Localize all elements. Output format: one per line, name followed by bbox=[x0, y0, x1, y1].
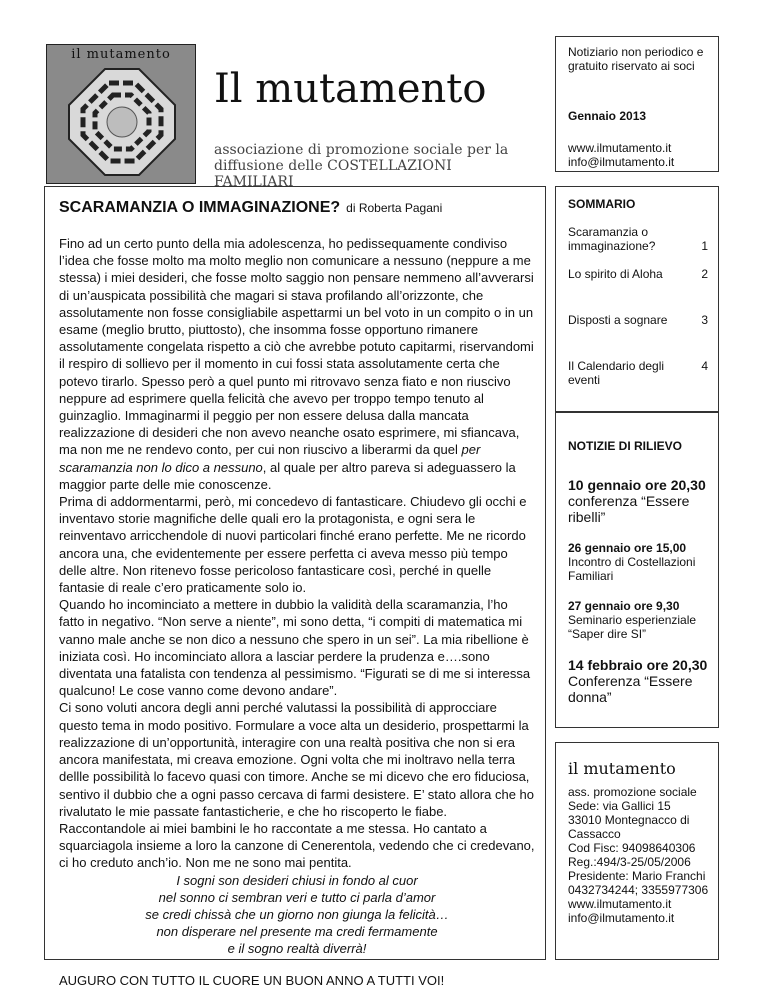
event-date: 27 gennaio ore 9,30 bbox=[568, 599, 680, 613]
contact-website[interactable]: www.ilmutamento.it bbox=[568, 897, 672, 911]
poem bbox=[59, 872, 535, 958]
toc-label: Scaramanzia o immaginazione? bbox=[568, 225, 656, 253]
article-box bbox=[44, 186, 546, 988]
poem-line: non disperare nel presente ma credi fermamente bbox=[156, 924, 438, 940]
event-item bbox=[568, 599, 716, 641]
sommario-box bbox=[555, 186, 719, 412]
contact-line: 0432734244; 3355977306 bbox=[568, 883, 709, 897]
page-title: Il mutamento bbox=[214, 66, 487, 112]
event-date: 10 gennaio ore 20,30 bbox=[568, 477, 706, 493]
contact-line: Presidente: Mario Franchi bbox=[568, 869, 706, 883]
event-desc: Conferenza “Essere donna” bbox=[568, 673, 693, 705]
notizie-heading: NOTIZIE DI RILIEVO bbox=[568, 439, 683, 453]
poem-line: nel sonno ci sembran veri e tutto ci parla d’amor bbox=[158, 889, 436, 905]
toc-item[interactable] bbox=[568, 225, 714, 253]
contact-line: Cassacco bbox=[568, 827, 621, 841]
contact-line: Cod Fisc: 94098640306 bbox=[568, 841, 696, 855]
subtitle-line-2: diffusione delle COSTELLAZIONI FAMILIARI bbox=[214, 158, 452, 190]
toc-page: 4 bbox=[701, 359, 708, 373]
toc-item[interactable] bbox=[568, 313, 714, 327]
contact-email[interactable]: info@ilmutamento.it bbox=[568, 911, 675, 925]
contact-lines bbox=[568, 785, 708, 925]
article-paragraph-4: Ci sono voluti ancora degli anni perché valutassi la possibilità di approcciare questo tema in modo positivo. Formulare a voce alta un desiderio, prospettarmi la realizzazione di un’opportunità, interagire con una realtà positiva che non si era ancora manifestata, mi creava emozione. Ogni volta che mi inoltravo nella terra dellle possibilità lo facevo quasi con timore. Anche se mi dicevo che ero fiduciosa, sentivo il dubbio che a ogni passo cercava di farmi desistere. E’ stato allora che ho rivalutato le mie passate fantasticherie, e che ho riscoperto le fiabe. Raccontandole ai miei bambini le ho raccontate a me stessa. Ho cantato a squarciagola insieme a loro la canzone di Cenerentola, vedendo che ci credevano, ci ho creduto anch’io. Non me ne sono mai pentita. bbox=[59, 700, 535, 871]
event-date: 14 febbraio ore 20,30 bbox=[568, 657, 708, 673]
info-line-1: Notiziario non periodico e bbox=[568, 45, 704, 59]
article-author: di Roberta Pagani bbox=[346, 201, 443, 215]
paragraph-text: Fino ad un certo punto della mia adolescenza, ho pedissequamente condiviso l’idea che fosse molto ma molto meglio non comunicare a nessuno (neppure a me stessa) i miei desideri, che fosse molto saggio non pensare nemmeno all’avverarsi di un’auspicata possibilità che magari si stava profilando all’orizzonte, che assolutamente non fosse consigliabile aspettarmi un bel voto in un compito o in un esame (meglio brutto, piuttosto), che insomma fosse opportuno rimanere assolutamente congelata rispetto a ciò che avrebbe potuto capitarmi, riservandomi il respiro di sollievo per il momento in cui fossi stata assolutamente certa che potevo tirarlo. Spesso però a quel punto mi ritrovavo senza fiato e non riuscivo neppure ad esprimere quella felicità che avevo per troppo tempo tenuto al guinzaglio. Immaginarmi il peggio per non essere delusa dalla mancata realizzazione di desideri che non avevo neanche osato esprimere, mi sfiancava, ma non me ne rendevo conto, per cui non riuscivo a liberarmi da quel bbox=[59, 236, 534, 458]
paragraph-text: , al quale per altro pareva si adeguassero la maggior parte delle mie conoscenze. bbox=[59, 459, 516, 492]
paragraph-italic: per scaramanzia non lo dico a nessuno bbox=[59, 442, 481, 475]
info-website: www.ilmutamento.it bbox=[568, 141, 672, 155]
contact-line: Reg.:494/3-25/05/2006 bbox=[568, 855, 691, 869]
subtitle-line-1: associazione di promozione sociale per la bbox=[214, 142, 509, 158]
event-desc: Incontro di Costellazioni Familiari bbox=[568, 555, 696, 583]
article-body bbox=[59, 235, 535, 989]
info-line-2: gratuito riservato ai soci bbox=[568, 59, 695, 73]
toc-label: Lo spirito di Aloha bbox=[568, 267, 663, 281]
contact-heading: il mutamento bbox=[568, 759, 676, 778]
contact-line: 33010 Montegnacco di bbox=[568, 813, 690, 827]
issue-date: Gennaio 2013 bbox=[568, 109, 647, 123]
contact-line: Sede: via Gallici 15 bbox=[568, 799, 671, 813]
bagua-icon bbox=[65, 65, 179, 179]
article-title-text: SCARAMANZIA O IMMAGINAZIONE? bbox=[59, 199, 341, 216]
info-box bbox=[555, 36, 719, 172]
sommario-heading: SOMMARIO bbox=[568, 197, 636, 211]
info-email: info@ilmutamento.it bbox=[568, 155, 675, 169]
poem-line: se credi chissà che un giorno non giunga la felicità… bbox=[145, 906, 449, 922]
contact-line: ass. promozione sociale bbox=[568, 785, 697, 799]
poem-line: I sogni son desideri chiusi in fondo al cuor bbox=[176, 872, 418, 888]
article-title bbox=[59, 199, 442, 217]
event-desc: conferenza “Essere ribelli” bbox=[568, 493, 690, 525]
contact-box bbox=[555, 742, 719, 960]
event-date: 26 gennaio ore 15,00 bbox=[568, 541, 687, 555]
event-item bbox=[568, 541, 716, 583]
toc-item[interactable] bbox=[568, 267, 714, 281]
page-subtitle bbox=[214, 142, 534, 190]
event-desc: Seminario esperienziale “Saper dire SI” bbox=[568, 613, 697, 641]
toc-page: 2 bbox=[701, 267, 708, 281]
notizie-box bbox=[555, 412, 719, 728]
poem-line: e il sogno realtà diverrà! bbox=[227, 941, 367, 957]
event-item bbox=[568, 657, 716, 705]
toc-page: 1 bbox=[701, 239, 708, 253]
article-paragraph-2: Prima di addormentarmi, però, mi concedevo di fantasticare. Chiudevo gli occhi e inventavo storie magnifiche delle quali ero la protagonista, e ogni sera le reinventavo arricchendole di nuovi particolari finché erano perfette. Me ne ricordo ancora una, che evidentemente per essere perfetta ci aveva messo più tempo delle altre. Non ritenevo fosse pericoloso fantasticare così, perché in quelle fantasie di reale c’ero praticamente solo io. bbox=[59, 494, 527, 596]
logo-text: il mutamento bbox=[71, 47, 171, 62]
article-paragraph-1 bbox=[59, 235, 535, 493]
toc-label: Disposti a sognare bbox=[568, 313, 668, 327]
logo bbox=[46, 44, 196, 184]
toc-label: Il Calendario degli eventi bbox=[568, 359, 665, 387]
toc-item[interactable] bbox=[568, 359, 714, 387]
closing-line: AUGURO CON TUTTO IL CUORE UN BUON ANNO A TUTTI VOI! bbox=[59, 972, 445, 988]
toc-page: 3 bbox=[701, 313, 708, 327]
article-paragraph-3: Quando ho incominciato a mettere in dubbio la validità della scaramanzia, l’ho fatto in negativo. “Non serve a niente”, mi sono detta, “i compiti di matematica mi vanno male anche se non dico a nessuno che spero in un sei”. La mia ribellione è iniziata così. Ho incominciato allora a lasciar perdere la prudenza e….sono diventata una fatalista con tendenza al pessimismo. “Figurati se di me si interessa qualcuno! Le cose vanno come devono andare”. bbox=[59, 597, 531, 699]
event-item bbox=[568, 477, 716, 525]
